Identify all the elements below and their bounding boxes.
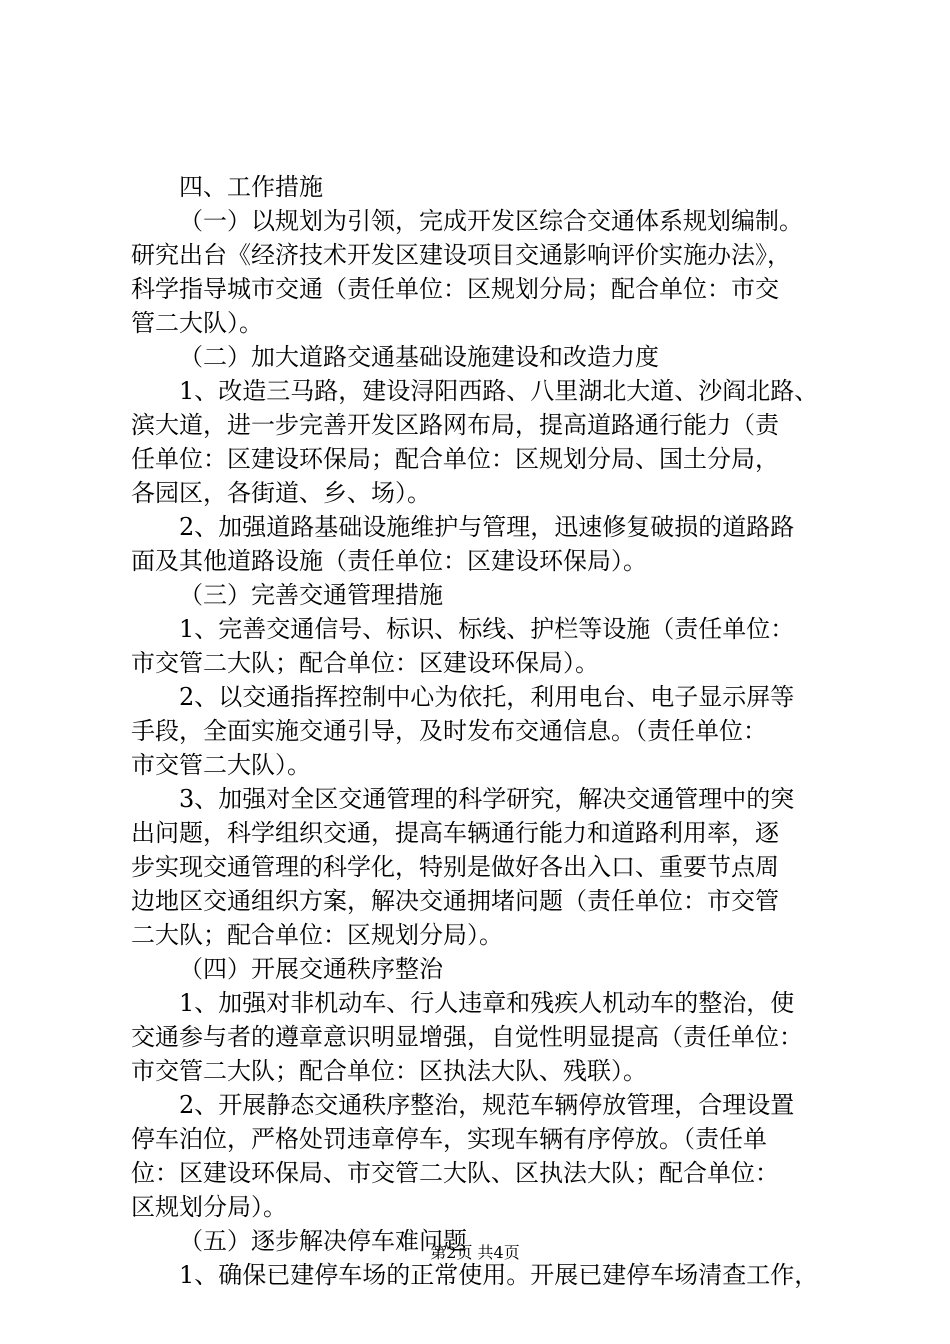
- document-line: 步实现交通管理的科学化，特别是做好各出入口、重要节点周: [131, 853, 779, 881]
- document-line: 1、完善交通信号、标识、标线、护栏等设施（责任单位：: [179, 615, 795, 643]
- document-line: 四、工作措施: [179, 173, 323, 201]
- page-footer: 第2页 共4页: [430, 1243, 520, 1262]
- document-line: 1、改造三马路，建设浔阳西路、八里湖北大道、沙阎北路、: [179, 377, 819, 405]
- document-line: 停车泊位，严格处罚违章停车，实现车辆有序停放。（责任单: [131, 1125, 767, 1153]
- document-line: （三）完善交通管理措施: [179, 581, 443, 609]
- document-line: 2、开展静态交通秩序整治，规范车辆停放管理，合理设置: [179, 1091, 795, 1119]
- document-line: 研究出台《经济技术开发区建设项目交通影响评价实施办法》，: [131, 241, 791, 269]
- document-line: 手段，全面实施交通引导，及时发布交通信息。（责任单位：: [131, 717, 767, 745]
- document-line: 市交管二大队；配合单位：区执法大队、残联）。: [131, 1057, 647, 1085]
- document-line: 2、加强道路基础设施维护与管理，迅速修复破损的道路路: [179, 513, 795, 541]
- document-line: 3、加强对全区交通管理的科学研究，解决交通管理中的突: [179, 785, 795, 813]
- document-line: 1、确保已建停车场的正常使用。开展已建停车场清查工作，: [179, 1261, 819, 1289]
- document-line: 市交管二大队）。: [131, 751, 311, 779]
- document-line: 各园区，各街道、乡、场）。: [131, 479, 431, 507]
- document-line: 任单位：区建设环保局；配合单位：区规划分局、国土分局，: [131, 445, 779, 473]
- document-line: （二）加大道路交通基础设施建设和改造力度: [179, 343, 659, 371]
- document-line: 位：区建设环保局、市交管二大队、区执法大队；配合单位：: [131, 1159, 779, 1187]
- document-line: 2、以交通指挥控制中心为依托，利用电台、电子显示屏等: [179, 683, 795, 711]
- document-line: 科学指导城市交通（责任单位：区规划分局；配合单位：市交: [131, 275, 779, 303]
- document-line: 面及其他道路设施（责任单位：区建设环保局）。: [131, 547, 647, 575]
- document-body: [131, 170, 831, 1292]
- document-line: （一）以规划为引领，完成开发区综合交通体系规划编制。: [179, 207, 803, 235]
- document-line: 滨大道，进一步完善开发区路网布局，提高道路通行能力（责: [131, 411, 779, 439]
- document-line: 出问题，科学组织交通，提高车辆通行能力和道路利用率，逐: [131, 819, 779, 847]
- document-line: （五）逐步解决停车难问题: [179, 1227, 467, 1255]
- document-line: 管二大队）。: [131, 309, 263, 337]
- document-line: （四）开展交通秩序整治: [179, 955, 443, 983]
- document-line: 边地区交通组织方案，解决交通拥堵问题（责任单位：市交管: [131, 887, 779, 915]
- document-line: 交通参与者的遵章意识明显增强，自觉性明显提高（责任单位：: [131, 1023, 803, 1051]
- document-line: 二大队；配合单位：区规划分局）。: [131, 921, 503, 949]
- document-line: 1、加强对非机动车、行人违章和残疾人机动车的整治，使: [179, 989, 795, 1017]
- document-line: 市交管二大队；配合单位：区建设环保局）。: [131, 649, 599, 677]
- document-line: 区规划分局）。: [131, 1193, 287, 1221]
